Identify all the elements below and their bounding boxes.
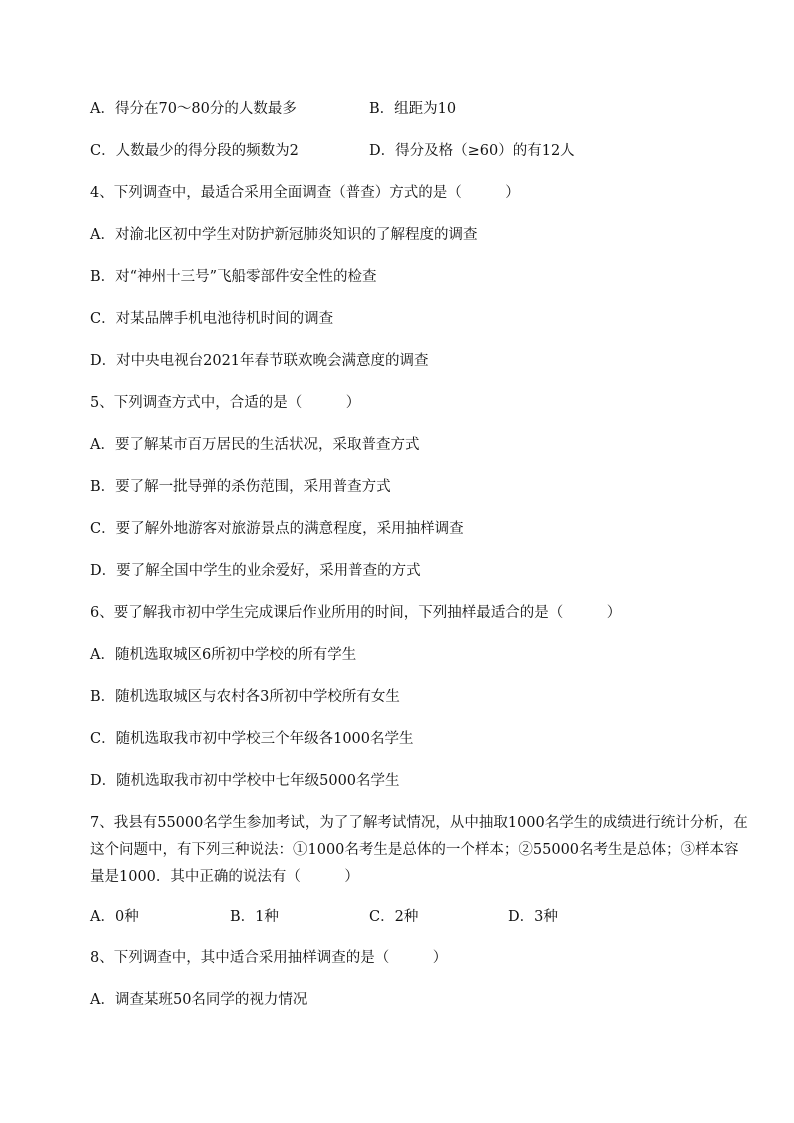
q5-option-b: B．要了解一批导弹的杀伤范围，采用普查方式 xyxy=(90,479,391,495)
q7-option-a: A．0种 xyxy=(90,909,139,925)
q7-option-b: B．1种 xyxy=(230,909,279,925)
q8-option-a: A．调查某班50名同学的视力情况 xyxy=(90,992,308,1008)
q6-option-d: D．随机选取我市初中学校中七年级5000名学生 xyxy=(90,773,400,789)
q5-option-d: D．要了解全国中学生的业余爱好，采用普查的方式 xyxy=(90,563,421,579)
q6-option-c: C．随机选取我市初中学校三个年级各1000名学生 xyxy=(90,731,414,747)
q4-stem: 4、下列调查中，最适合采用全面调查（普查）方式的是（ ） xyxy=(90,185,520,201)
q5-option-c: C．要了解外地游客对旅游景点的满意程度，采用抽样调查 xyxy=(90,521,464,537)
q6-stem: 6、要了解我市初中学生完成课后作业所用的时间，下列抽样最适合的是（ ） xyxy=(90,605,622,621)
q4-option-d: D．对中央电视台2021年春节联欢晚会满意度的调查 xyxy=(90,353,429,369)
q6-option-b: B．随机选取城区与农村各3所初中学校所有女生 xyxy=(90,689,400,705)
q3-option-d: D．得分及格（≥60）的有12人 xyxy=(369,143,575,159)
q5-stem: 5、下列调查方式中，合适的是（ ） xyxy=(90,395,361,411)
q3-option-b: B．组距为10 xyxy=(369,101,457,117)
q7-option-d: D．3种 xyxy=(508,909,558,925)
q4-option-a: A．对渝北区初中学生对防护新冠肺炎知识的了解程度的调查 xyxy=(90,227,478,243)
q4-option-c: C．对某品牌手机电池待机时间的调查 xyxy=(90,311,334,327)
q4-option-b: B．对“神州十三号”飞船零部件安全性的检查 xyxy=(90,269,377,285)
q3-option-a: A．得分在70～80分的人数最多 xyxy=(90,101,297,117)
q3-option-c: C．人数最少的得分段的频数为2 xyxy=(90,143,299,159)
q7-stem: 7、我县有55000名学生参加考试，为了了解考试情况，从中抽取1000名学生的成绩进行统计分析，在这个问题中，有下列三种说法：①1000名考生是总体的一个样本；②55000名考生是总体；③样本容量是1000．其中正确的说法有（ ） xyxy=(90,815,748,885)
q6-option-a: A．随机选取城区6所初中学校的所有学生 xyxy=(90,647,357,663)
q8-stem: 8、下列调查中，其中适合采用抽样调查的是（ ） xyxy=(90,950,448,966)
q7-option-c: C．2种 xyxy=(369,909,419,925)
q5-option-a: A．要了解某市百万居民的生活状况，采取普查方式 xyxy=(90,437,420,453)
